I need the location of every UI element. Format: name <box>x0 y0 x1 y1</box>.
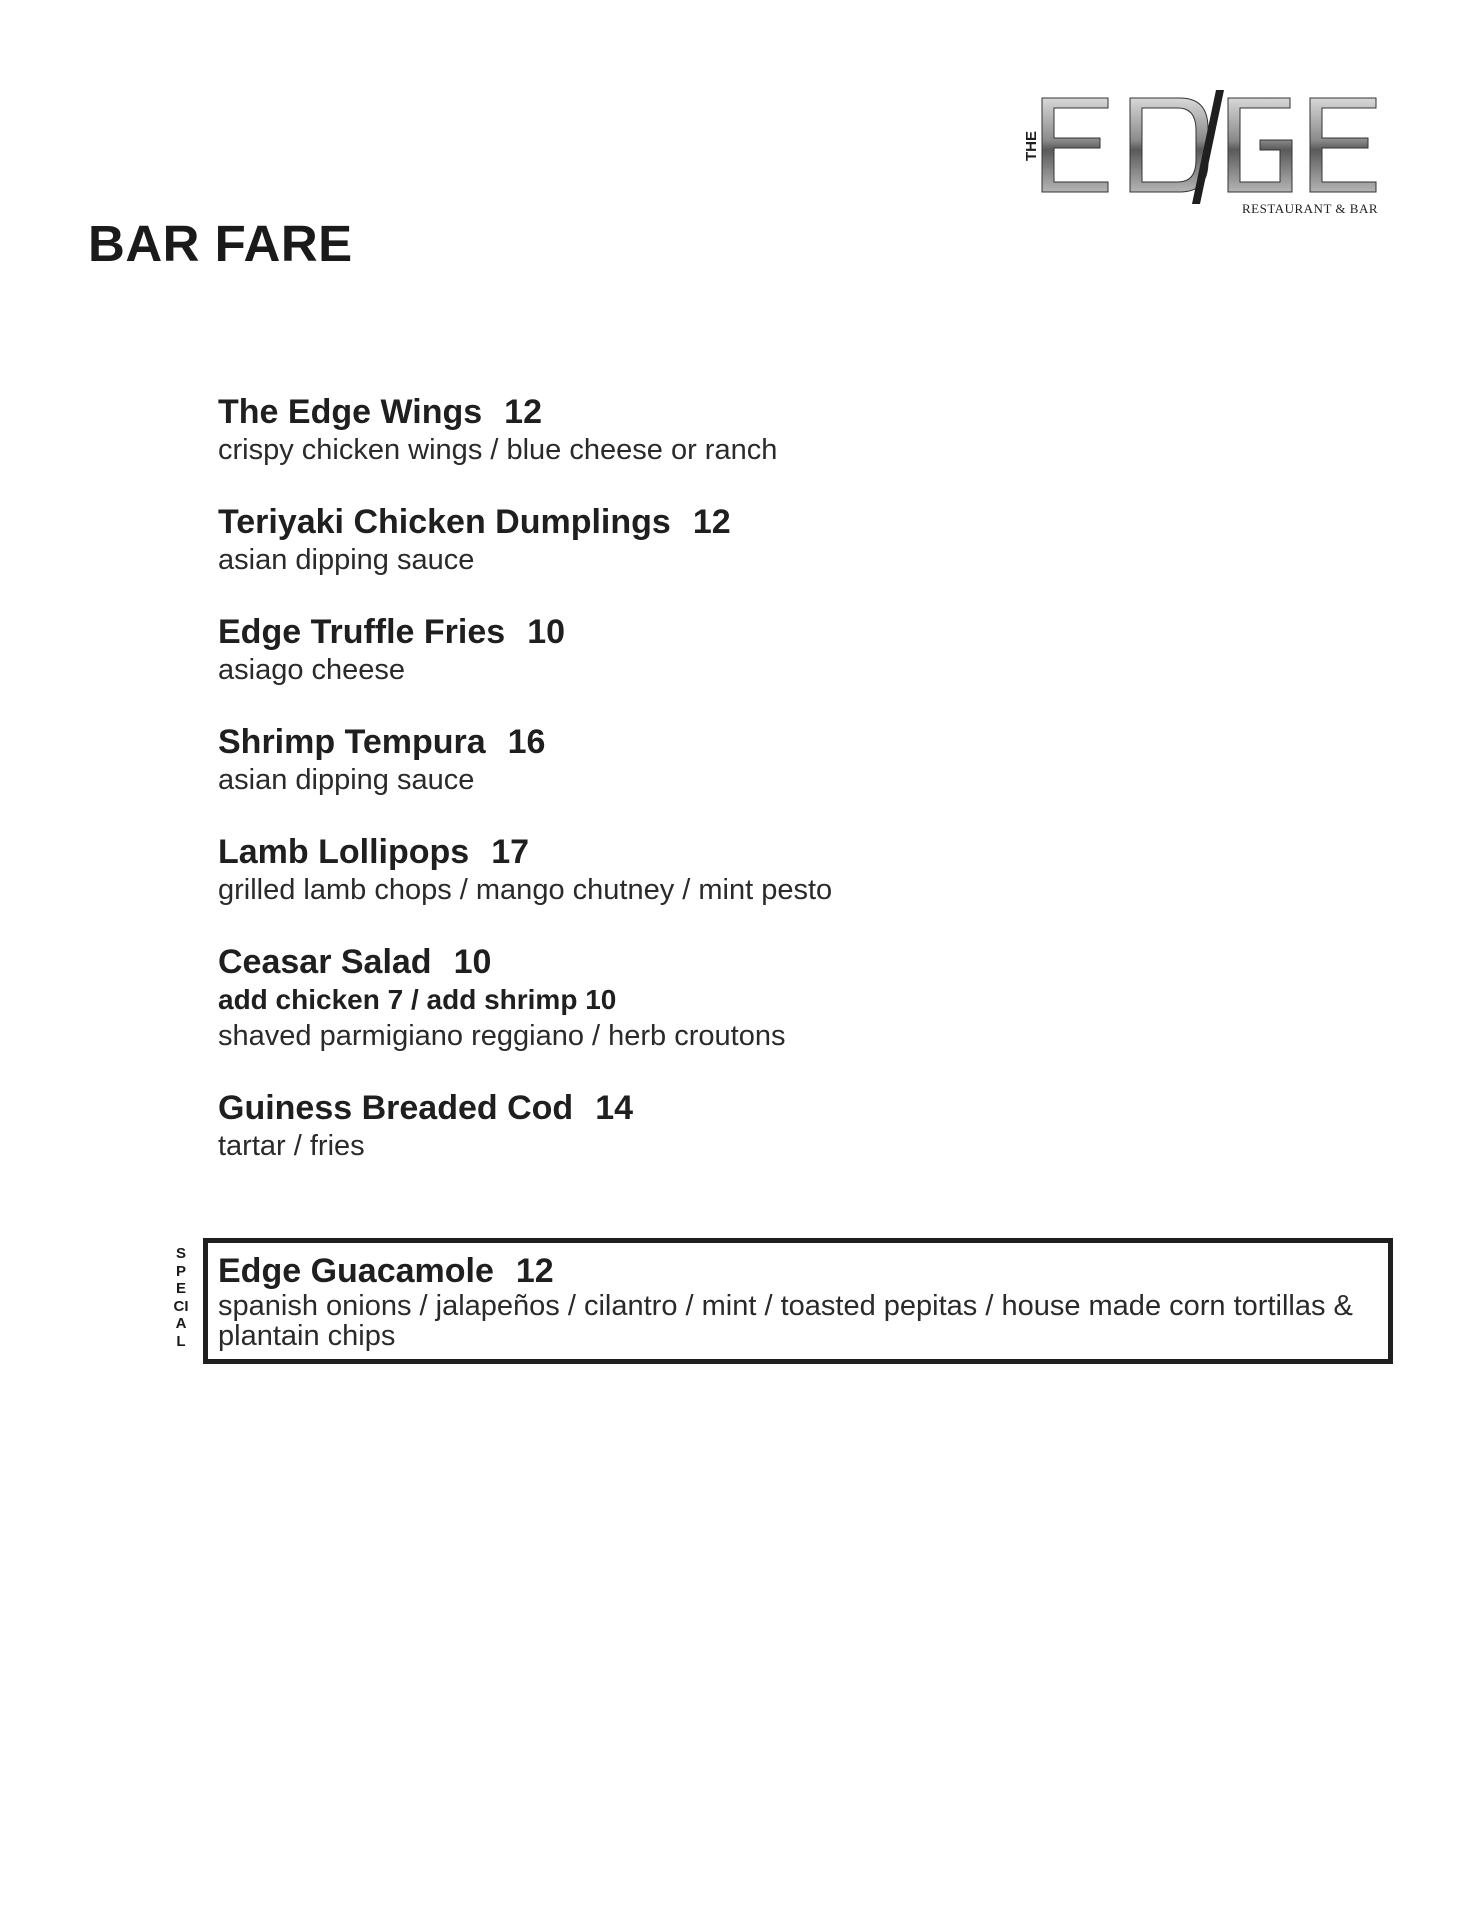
menu-item <box>218 502 1368 578</box>
special-item-box <box>203 1238 1393 1364</box>
menu-item <box>218 832 1368 908</box>
menu-item-name: Lamb Lollipops <box>218 833 470 871</box>
menu-item-description: grilled lamb chops / mango chutney / mint pesto <box>218 874 833 906</box>
menu-item-heading <box>218 722 1368 762</box>
menu-item-heading <box>218 392 1368 432</box>
menu-item-description: asian dipping sauce <box>218 544 475 576</box>
menu-item-price: 14 <box>595 1089 634 1127</box>
menu-item-name: The Edge Wings <box>218 393 483 431</box>
menu-item-name: Ceasar Salad <box>218 943 432 981</box>
logo-the-text: THE <box>1023 131 1040 161</box>
menu-item <box>218 722 1368 798</box>
menu-item-price: 10 <box>453 943 492 981</box>
menu-item-description: crispy chicken wings / blue cheese or ranch <box>218 434 778 466</box>
menu-item-price: 12 <box>504 393 542 431</box>
menu-list <box>218 392 1368 1198</box>
menu-item-name: Shrimp Tempura <box>218 723 486 761</box>
menu-item-heading <box>218 832 1368 872</box>
restaurant-logo <box>1020 88 1400 223</box>
menu-item-description: asian dipping sauce <box>218 764 475 796</box>
special-item-heading <box>218 1251 1378 1291</box>
menu-item-price: 10 <box>527 613 566 651</box>
menu-item-description: asiago cheese <box>218 654 406 686</box>
menu-item <box>218 1088 1368 1164</box>
menu-item <box>218 942 1368 1054</box>
menu-item-description: shaved parmigiano reggiano / herb croutons <box>218 1020 786 1052</box>
menu-item-price: 12 <box>692 503 731 541</box>
menu-item-addons: add chicken 7 / add shrimp 10 <box>218 984 617 1015</box>
menu-item-heading <box>218 1088 1368 1128</box>
special-item-price: 12 <box>515 1252 554 1290</box>
menu-item-price: 16 <box>507 723 546 761</box>
special-item-description: spanish onions / jalapeños / cilantro / mint / toasted pepitas / house made corn tortillas & plantain chips <box>218 1290 1353 1352</box>
menu-item-price: 17 <box>491 833 530 871</box>
menu-item-heading <box>218 612 1368 652</box>
menu-item-name: Edge Truffle Fries <box>218 613 506 651</box>
menu-item-heading <box>218 502 1368 542</box>
page-title: BAR FARE <box>88 215 353 272</box>
menu-item-heading <box>218 942 1368 982</box>
menu-item-description: tartar / fries <box>218 1130 365 1162</box>
special-item-name: Edge Guacamole <box>218 1252 494 1290</box>
special-label: SPECIAL <box>173 1245 189 1350</box>
menu-item-name: Guiness Breaded Cod <box>218 1089 574 1127</box>
menu-item <box>218 392 1368 468</box>
menu-item-name: Teriyaki Chicken Dumplings <box>218 503 671 541</box>
menu-item <box>218 612 1368 688</box>
logo-tagline: RESTAURANT & BAR <box>1241 201 1378 216</box>
edge-logo-graphic <box>1020 88 1400 223</box>
